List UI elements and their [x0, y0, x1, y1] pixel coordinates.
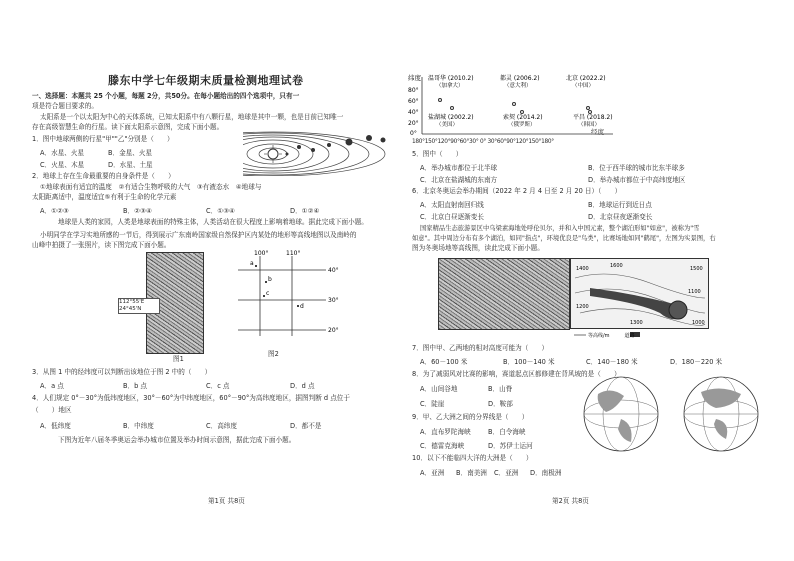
option-d[interactable]: D．苏伊士运河	[488, 442, 533, 450]
figure-2-label: 图2	[268, 350, 279, 358]
option-d[interactable]: D．南极洲	[530, 469, 562, 477]
question-3: 3．从图 1 中的经纬度可以判断出该地位于图 2 中的（ ）	[32, 368, 212, 376]
question-9: 9．甲、乙大洲之间的分界线是（ ）	[412, 413, 529, 421]
x-axis-title: 经度	[591, 128, 604, 136]
x-ticks: 180°150°120°90°60°30° 0° 30°60°90°120°150°180°	[412, 139, 554, 145]
option-a[interactable]: A．低纬度	[40, 422, 71, 430]
intro-text: 地球是人类的家园，人类是地球表面的特殊主体，人类活动在很大程度上影响着地球。据此完成下面小题。	[58, 218, 368, 226]
city-point	[439, 99, 442, 102]
point-label: a	[250, 260, 254, 267]
option-a[interactable]: A．a 点	[40, 382, 64, 390]
option-b[interactable]: B．②③④	[123, 207, 152, 215]
contour-map	[570, 258, 710, 340]
option-d[interactable]: D．水星、土星	[108, 161, 153, 169]
planet-icon	[346, 139, 353, 146]
option-a[interactable]: A．太阳直射南回归线	[420, 201, 484, 209]
ski-track-end	[669, 301, 687, 319]
option-c[interactable]: C．140－180 米	[586, 358, 638, 366]
option-b[interactable]: B．南美洲	[456, 469, 487, 477]
contour-value: 1000	[692, 320, 705, 326]
option-b[interactable]: B．地球运行到近日点	[588, 201, 652, 209]
city-country: （意大利）	[504, 83, 532, 89]
city-point	[587, 107, 590, 110]
solar-system-diagram	[243, 130, 388, 176]
option-b[interactable]: B．100－140 米	[503, 358, 555, 366]
page-footer: 第2页 共8页	[552, 497, 589, 505]
question-7: 7．图中甲、乙两地的相对高度可能为（ ）	[412, 344, 549, 352]
option-c[interactable]: C．陡崖	[420, 400, 445, 408]
left-page	[28, 68, 405, 498]
y-tick: 60°	[408, 98, 419, 105]
intro-text: 太阳系是一个以太阳为中心的天体系统，已知太阳系中有八颗行星，地球是其中一颗，也是目前已知唯一	[40, 113, 344, 121]
planet-icon	[311, 148, 315, 152]
point-c	[263, 295, 265, 297]
contour-value: 1300	[630, 320, 643, 326]
point-label: c	[266, 290, 270, 297]
option-d[interactable]: D．d 点	[290, 382, 315, 390]
y-tick: 40°	[408, 109, 419, 116]
contour-value: 1500	[690, 266, 703, 272]
section-heading-cont: 项是符合题目要求的。	[32, 102, 98, 110]
option-c[interactable]: C．亚洲	[494, 469, 519, 477]
option-b[interactable]: B．b 点	[123, 382, 147, 390]
city-country: （中国）	[572, 83, 595, 89]
option-a[interactable]: A．举办城市都位于北半球	[420, 164, 498, 172]
city-country: （加拿大）	[436, 83, 464, 89]
lat-lon-grid	[228, 248, 343, 343]
intro-text: 山峰中拍摄了一张照片，读下图完成下面小题。	[32, 241, 171, 249]
option-b[interactable]: B．位于西半球的城市比东半球多	[588, 164, 685, 172]
option-d[interactable]: D．都不是	[290, 422, 322, 430]
option-b[interactable]: B．山脊	[488, 385, 513, 393]
figure-1-label: 图1	[173, 355, 184, 363]
question-4: 4．人们规定 0°－30°为低纬度地区，30°－60°为中纬度地区，60°－90°为高纬度地区，据图判断 d 点位于	[32, 394, 350, 402]
page-footer: 第1页 共8页	[208, 497, 245, 505]
question-4-cont: （ ）地区	[32, 406, 72, 414]
y-tick: 20°	[408, 120, 419, 127]
intro-text: 下图为近年八届冬季奥运会举办城市位置及举办时间示意图，据此完成下面小题。	[58, 436, 296, 444]
section-heading: 一、选择题：本题共 25 个小题，每题 2分，共50分。在每小题给出的四个选项中，只有一	[32, 92, 300, 100]
city-point	[451, 107, 454, 110]
question-10: 10．以下不能临四大洋的大洲是（ ）	[412, 454, 533, 462]
olympic-cities-chart	[408, 72, 618, 140]
lat-label: 40°	[328, 267, 339, 274]
intro-text: 小明同学在学习实地所感的一节后，得到展示广东南岭国家级自然保护区内某处的地形等高线地图以及南岭的	[40, 231, 357, 239]
city-label: 都灵 (2006.2)	[500, 75, 540, 82]
city-label: 索契 (2014.2)	[503, 114, 543, 121]
question-6: 6．北京冬奥运会举办期间（2022 年 2 月 4 日至 2 月 20 日）（ ）	[412, 187, 622, 195]
question-2: 2．地球上存在生命最重要的自身条件是（ ）	[32, 172, 175, 180]
point-a	[255, 265, 257, 267]
planet-icon	[366, 135, 372, 141]
option-c[interactable]: C．高纬度	[206, 422, 237, 430]
y-axis-title: 纬度	[408, 74, 421, 82]
y-tick: 80°	[408, 87, 419, 94]
lat-label: 30°	[328, 297, 339, 304]
city-label: 平昌 (2018.2)	[573, 114, 613, 121]
point-d	[297, 305, 299, 307]
city-country: （俄罗斯）	[508, 122, 536, 128]
planet-icon	[327, 143, 331, 147]
city-label: 温哥华 (2010.2)	[428, 75, 474, 82]
planet-icon	[286, 153, 289, 156]
question-2-statements: 太阳距离适中，温度适宜⑤有利于生命的化学元素	[32, 193, 177, 201]
option-b[interactable]: B．白令海峡	[488, 428, 526, 436]
question-5: 5．图中（ ）	[412, 150, 463, 158]
planet-icon	[381, 138, 386, 143]
option-d[interactable]: D．举办城市都位于中高纬度地区	[588, 176, 686, 184]
city-country: （韩国）	[578, 122, 601, 128]
contour-value: 1400	[576, 266, 589, 272]
option-a[interactable]: A．山间谷地	[420, 385, 458, 393]
question-2-statements: ①地球表面有适宜的温度 ②有适合生物呼吸的大气 ③有液态水 ④地球与	[40, 183, 262, 191]
option-c[interactable]: C．北京在盐湖城的东南方	[420, 176, 498, 184]
contour-value: 1200	[576, 304, 589, 310]
option-d[interactable]: D．180－220 米	[670, 358, 723, 366]
city-point	[513, 103, 516, 106]
city-country: （美国）	[436, 122, 459, 128]
exam-title: 滕东中学七年级期末质量检测地理试卷	[108, 74, 304, 87]
question-8: 8．为了减弱风对比赛的影响，赛道起点区都修建在背风坡的是（ ）	[412, 370, 621, 378]
option-c[interactable]: C．北京白昼逐渐变长	[420, 213, 484, 221]
lon-label: 110°	[286, 250, 301, 257]
contour-value: 1600	[610, 263, 623, 269]
planet-icon	[297, 145, 301, 149]
option-a[interactable]: A．①②③	[40, 207, 69, 215]
option-a[interactable]: A．60－100 米	[420, 358, 468, 366]
sun-icon	[268, 149, 278, 159]
city-label: 盐湖城 (2002.2)	[428, 114, 474, 121]
lat-label: 20°	[328, 327, 339, 334]
right-page	[408, 68, 785, 498]
option-c[interactable]: C．c 点	[206, 382, 230, 390]
option-b[interactable]: B．中纬度	[123, 422, 154, 430]
point-label: b	[268, 276, 272, 283]
intro-text: 图为冬奥场地等高线图，读此完成下面小题。	[412, 244, 544, 252]
city-label: 北京 (2022.2)	[566, 75, 606, 82]
intro-text: 国家精品生态旅游景区中乌梁素海地处呼伦贝尔，并和入中国元素，整个湖泊形如"如意"，被称为"雪	[420, 225, 700, 232]
option-a[interactable]: A．直布罗陀海峡	[420, 428, 471, 436]
intro-text: 如意"。其中周边分布有多个湖泊，如同"指点"，环境优良是"鸟类"，比赛场地如同"鹤尾"，左图为实景图，右	[412, 235, 716, 242]
lon-label: 100°	[254, 250, 269, 257]
point-b	[265, 281, 267, 283]
option-c[interactable]: C．火星、木星	[40, 161, 85, 169]
option-a[interactable]: A．水星、火星	[40, 149, 85, 157]
y-tick: 0°	[410, 130, 417, 137]
option-a[interactable]: A．亚洲	[420, 469, 445, 477]
question-1: 1．图中地球两侧的行星"甲""乙"分别是（ ）	[32, 135, 174, 143]
contour-value: 1100	[688, 289, 701, 295]
coordinate-label: 112°55'E 24°45'N	[118, 298, 160, 314]
map-legend: 等高线/m 道路	[588, 333, 635, 339]
hemisphere-globes	[576, 374, 776, 454]
point-label: d	[300, 303, 304, 310]
option-b[interactable]: B．金星、火星	[108, 149, 153, 157]
option-c[interactable]: C．①③④	[206, 207, 235, 215]
intro-text: 存在高级智慧生命的行星。读下面太阳系示意图，完成下面小题。	[32, 123, 224, 131]
option-c[interactable]: C．德雷克海峡	[420, 442, 465, 450]
option-d[interactable]: D．①②④	[290, 207, 320, 215]
option-d[interactable]: D．北京昼夜逐渐变长	[588, 213, 653, 221]
ski-venue-photo	[438, 258, 570, 330]
option-d[interactable]: D．鞍部	[488, 400, 513, 408]
